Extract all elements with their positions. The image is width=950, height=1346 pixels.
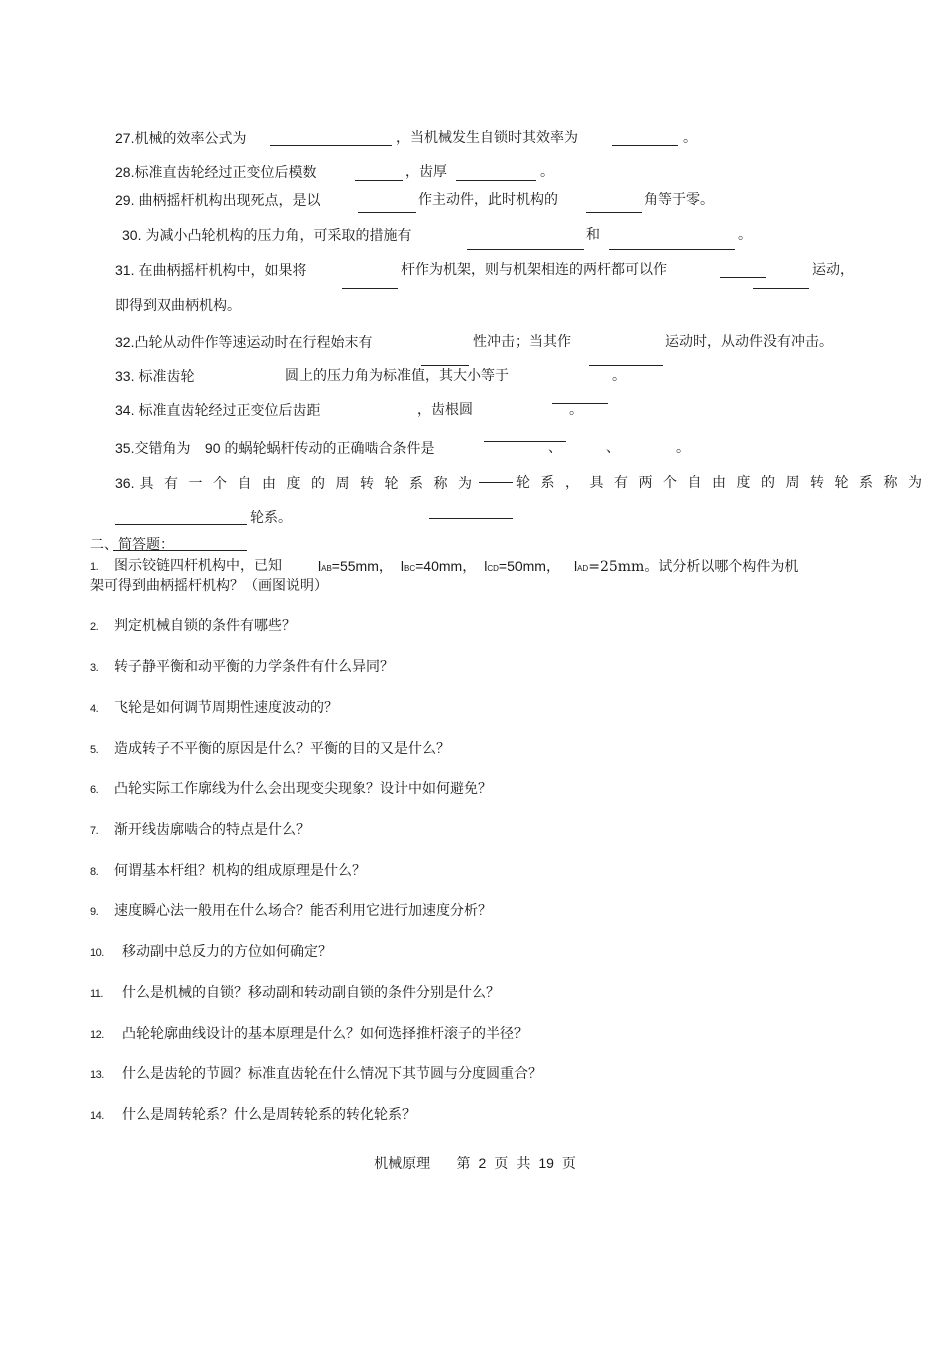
page-number: 2 — [478, 1155, 487, 1171]
short-question-4: 4. 飞轮是如何调节周期性速度波动的？ — [90, 700, 338, 716]
question-32: 32.凸轮从动件作等速运动时在行程始末有 — [115, 334, 373, 351]
question-text: 。 — [676, 440, 690, 456]
short-question-14: 14. 什么是周转轮系？什么是周转轮系的转化轮系？ — [90, 1107, 416, 1123]
short-question-11: 11. 什么是机械的自锁？移动副和转动副自锁的条件分别是什么？ — [90, 985, 500, 1001]
answer-blank — [342, 288, 398, 289]
question-text: 性冲击；当其作 — [473, 334, 571, 350]
answer-blank — [358, 212, 416, 213]
section-title: 二、简答题： — [90, 537, 174, 553]
overline-mark — [113, 550, 247, 551]
question-text: 。 — [738, 227, 752, 243]
short-question-10: 10. 移动副中总反力的方位如何确定？ — [90, 944, 332, 960]
question-33: 33. 标准齿轮 — [115, 368, 195, 385]
answer-blank — [467, 249, 584, 250]
answer-blank — [421, 365, 469, 366]
short-question-12: 12. 凸轮轮廓曲线设计的基本原理是什么？如何选择推杆滚子的半径？ — [90, 1026, 528, 1042]
short-question-6: 6. 凸轮实际工作廓线为什么会出现变尖现象？设计中如何避免？ — [90, 781, 492, 797]
question-text: 杆作为机架，则与机架相连的两杆都可以作 — [401, 262, 667, 278]
question-text: ，当机械发生自锁时其效率为 — [396, 130, 578, 146]
question-text: 。 — [540, 164, 554, 180]
question-text: 运动， — [812, 262, 854, 278]
page-total: 19 — [538, 1155, 554, 1171]
question-text: 、 — [548, 440, 562, 456]
course-name: 机械原理 — [374, 1156, 431, 1172]
short-question-5: 5. 造成转子不平衡的原因是什么？平衡的目的又是什么？ — [90, 741, 450, 757]
short-question-8: 8. 何谓基本杆组？机构的组成原理是什么？ — [90, 863, 366, 879]
given-lengths: lAB=55mm， lBC=40mm， lCD=50mm， lAD=25mm。试分析以哪个构件为机 — [318, 558, 799, 575]
answer-blank — [479, 482, 513, 483]
question-text: 、 — [606, 440, 620, 456]
question-35: 35.交错角为 90 的蜗轮蜗杆传动的正确啮合条件是 — [115, 440, 435, 457]
answer-blank — [115, 524, 247, 525]
question-text: 作主动件，此时机构的 — [418, 192, 558, 208]
question-text: 运动时，从动件没有冲击。 — [665, 334, 833, 350]
short-question-13: 13. 什么是齿轮的节圆？标准直齿轮在什么情况下其节圆与分度圆重合？ — [90, 1066, 542, 1082]
answer-blank — [609, 249, 735, 250]
question-31: 31. 在曲柄摇杆机构中，如果将 — [115, 262, 307, 279]
answer-blank — [270, 145, 392, 146]
answer-blank — [355, 180, 403, 181]
question-text: ，齿根圆 — [417, 402, 473, 418]
short-question-9: 9. 速度瞬心法一般用在什么场合？能否利用它进行加速度分析？ — [90, 903, 492, 919]
short-question-3: 3. 转子静平衡和动平衡的力学条件有什么异同？ — [90, 659, 394, 675]
question-text: 轮系。 — [250, 510, 292, 526]
question-text: 。 — [569, 402, 583, 418]
answer-blank — [589, 365, 663, 366]
question-text: 。 — [612, 368, 626, 384]
answer-blank — [612, 145, 678, 146]
question-text: 即得到双曲柄机构。 — [115, 298, 241, 314]
question-text: 和 — [586, 227, 600, 243]
question-34: 34. 标准直齿轮经过正变位后齿距 — [115, 402, 321, 419]
page-footer: 机械原理 第 2 页 共 19 页 — [374, 1155, 576, 1172]
question-text: 架可得到曲柄摇杆机构？（画图说明） — [90, 578, 328, 594]
question-text: 轮系，具有两个自由度的周转轮系称为 — [516, 475, 933, 491]
question-30: 30. 为减小凸轮机构的压力角，可采取的措施有 — [122, 227, 412, 244]
question-text: 圆上的压力角为标准值，其大小等于 — [285, 368, 509, 384]
question-36: 36. 具有一个自由度的周转轮系称为 — [115, 475, 483, 492]
question-text: 。 — [683, 130, 697, 146]
question-text: ，齿厚 — [405, 164, 447, 180]
answer-blank — [753, 288, 809, 289]
answer-blank — [456, 180, 536, 181]
answer-blank — [429, 518, 513, 519]
question-29: 29. 曲柄摇杆机构出现死点，是以 — [115, 192, 321, 209]
answer-blank — [720, 277, 766, 278]
short-question-2: 2. 判定机械自锁的条件有哪些？ — [90, 618, 296, 634]
short-question-1: 1. 图示铰链四杆机构中，已知 — [90, 558, 282, 574]
question-28: 28.标准直齿轮经过正变位后模数 — [115, 164, 317, 181]
short-question-7: 7. 渐开线齿廓啮合的特点是什么？ — [90, 822, 310, 838]
question-text: 角等于零。 — [644, 192, 714, 208]
question-27: 27.机械的效率公式为 — [115, 130, 247, 147]
answer-blank — [586, 212, 642, 213]
